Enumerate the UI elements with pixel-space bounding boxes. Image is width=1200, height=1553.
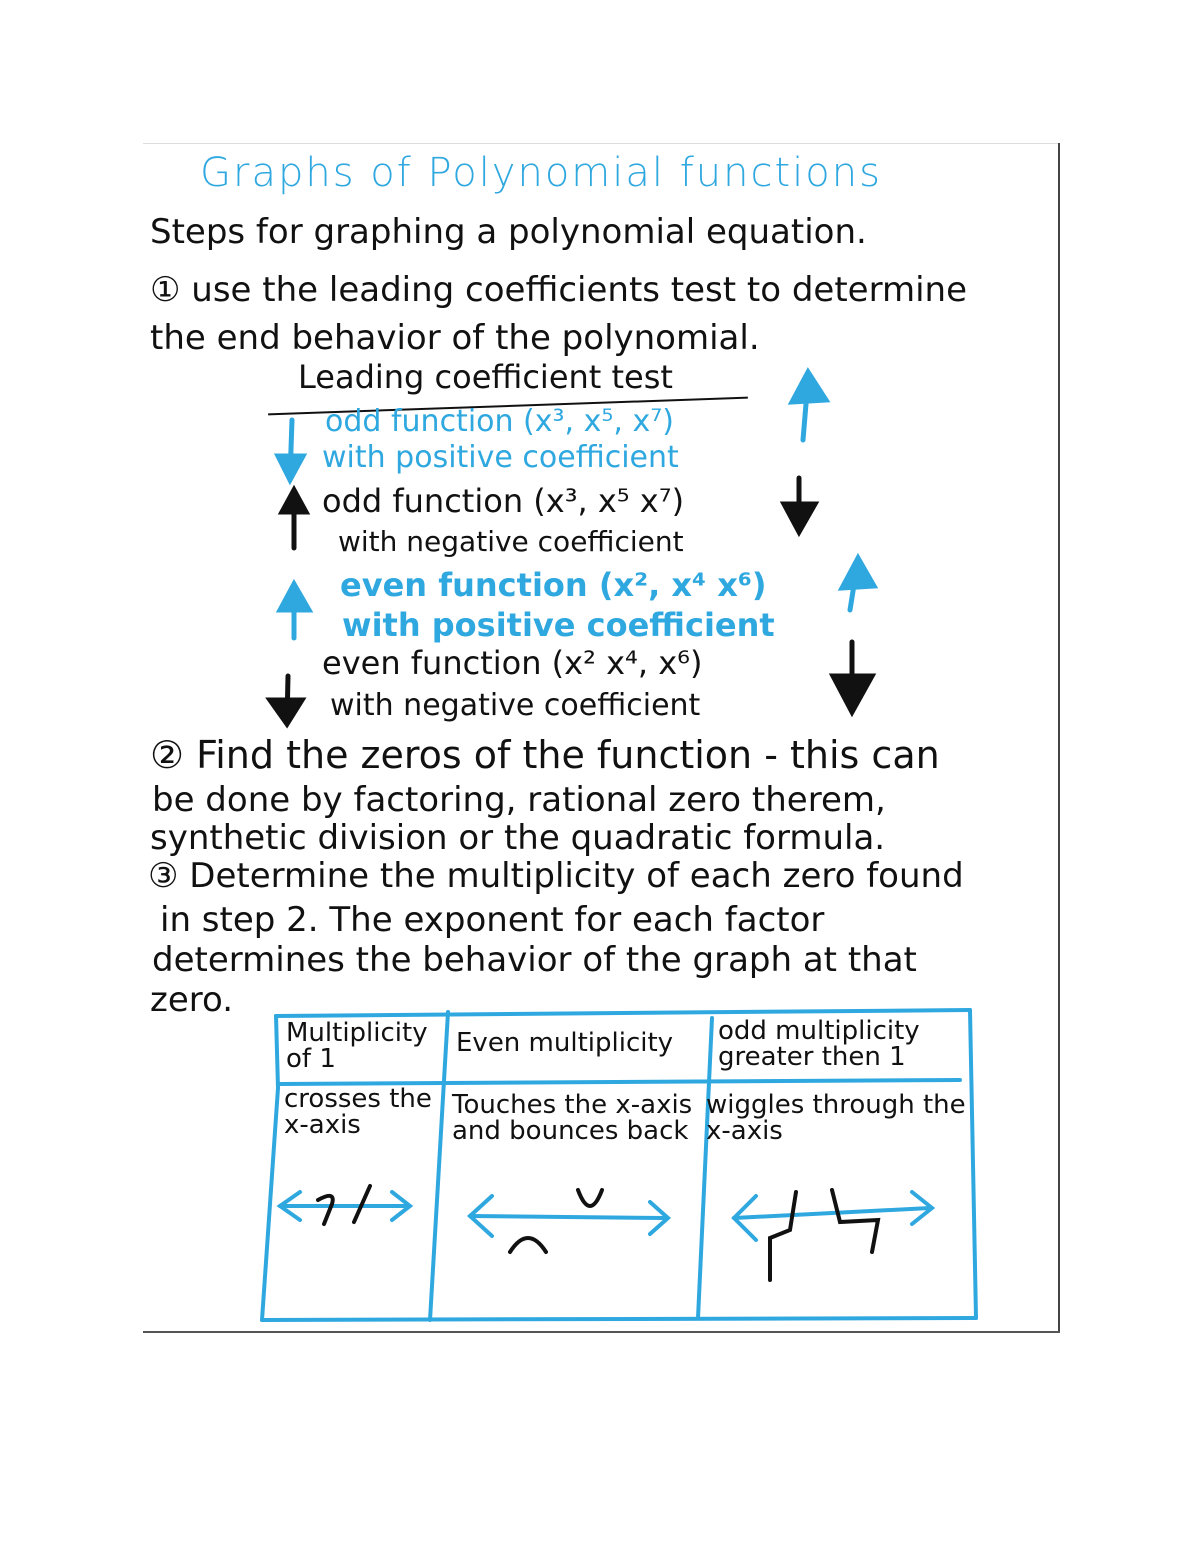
table-cell-wiggles: wiggles through the x-axis [706,1090,966,1146]
table-header-multiplicity-1: Multiplicity of 1 [286,1018,428,1074]
step2-line-c: synthetic division or the quadratic formula. [150,818,886,858]
step1-line-a: ① use the leading coefficients test to determine [150,270,967,310]
leading-coefficient-heading: Leading coefficient test [298,358,673,396]
up-arrow-icon [282,490,306,548]
table-header-odd-multiplicity: odd multiplicity greater then 1 [718,1016,920,1072]
intro-text: Steps for graphing a polynomial equation. [150,212,867,252]
rule4-line-b: with negative coefficient [330,688,701,723]
wiggle-graph-sketch [734,1190,932,1280]
down-arrow-icon [833,642,872,712]
rule1-line-b: with positive coefficient [322,440,679,475]
rule3-line-a: even function (x², x⁴ x⁶) [340,566,767,604]
step2-line-a: ② Find the zeros of the function - this can [150,733,940,777]
table-cell-crosses: crosses the x-axis [284,1084,432,1140]
step1-line-b: the end behavior of the polynomial. [150,318,760,358]
up-arrow-icon [842,558,874,610]
up-arrow-icon [280,584,309,638]
step3-line-d: zero. [150,980,234,1020]
step3-line-c: determines the behavior of the graph at that [152,940,917,980]
rule1-line-a: odd function (x³, x⁵, x⁷) [325,404,674,439]
up-arrow-icon [792,372,826,440]
step3-line-b: in step 2. The exponent for each factor [160,900,825,940]
rule2-line-a: odd function (x³, x⁵ x⁷) [322,482,685,520]
table-header-even-multiplicity: Even multiplicity [456,1028,674,1058]
page-title: Graphs of Polynomial functions [200,150,882,196]
down-arrow-icon [270,676,302,724]
step2-line-b: be done by factoring, rational zero therem, [152,780,886,820]
rule2-line-b: with negative coefficient [338,525,684,558]
down-arrow-icon [278,420,303,480]
bounce-graph-sketch [470,1190,668,1252]
step3-line-a: ③ Determine the multiplicity of each zero found [148,856,964,896]
rule4-line-a: even function (x² x⁴, x⁶) [322,644,703,682]
table-cell-touches: Touches the x-axis and bounces back [452,1090,693,1146]
crossing-graph-sketch [280,1186,410,1224]
down-arrow-icon [784,478,815,532]
rule3-line-b: with positive coefficient [342,606,775,644]
